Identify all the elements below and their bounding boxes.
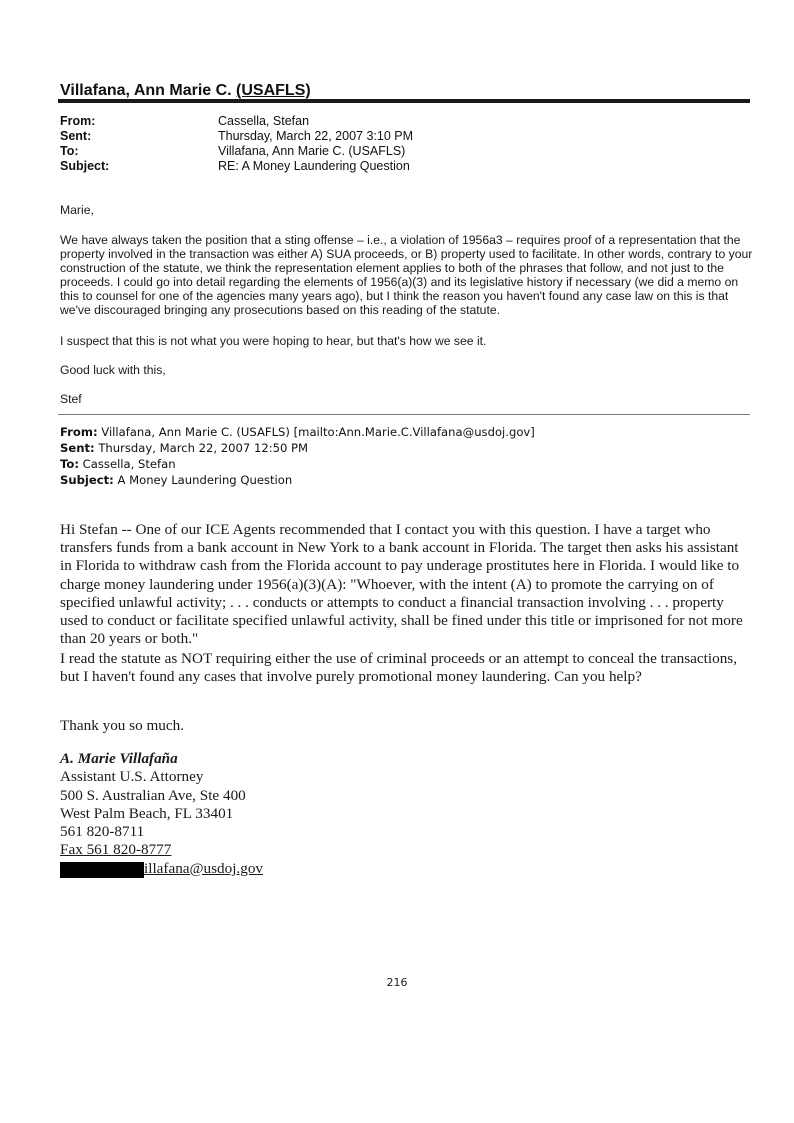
mailbox-owner-name: Villafana, Ann Marie C.	[60, 82, 237, 99]
signature-address-line-1: 500 S. Australian Ave, Ste 400	[60, 786, 246, 804]
original-paragraph-2: I read the statute as NOT requiring either the use of criminal proceeds or an attempt to conceal the transactions, but I haven't found any cases that involve purely promotional money laundering. Can you help?	[60, 650, 738, 686]
reply-subject-label: Subject:	[60, 159, 110, 173]
original-subject-label: Subject:	[60, 473, 114, 487]
quoted-message-divider	[58, 414, 750, 415]
reply-sent-label: Sent:	[60, 129, 92, 143]
reply-from-label: From:	[60, 114, 96, 128]
original-from-value: Villafana, Ann Marie C. (USAFLS) [mailto:Ann.Marie.C.Villafana@usdoj.gov]	[101, 425, 535, 439]
reply-subject-row	[60, 159, 413, 174]
reply-to-value: Villafana, Ann Marie C. (USAFLS)	[218, 144, 406, 158]
reply-to-label: To:	[60, 144, 79, 158]
signature-block	[60, 750, 264, 878]
original-paragraph-1: Hi Stefan -- One of our ICE Agents recommended that I contact you with this question. I have a target who transfers funds from a bank account in New York to a bank account in Florida. The target then asks his assistant in Florida to withdraw cash from the Florida account to pay underage prostitutes here in Florida. I would like to charge money laundering under 1956(a)(3)(A): "Whoever, with the intent (A) to promote the carrying on of specified unlawful activity; . . . conducts or attempts to conduct a financial transaction involving . . . property used to conduct or facilitate specified unlawful activity, shall be fined under this title or imprisoned for not more than 20 years or both."	[60, 521, 743, 648]
mailbox-owner-heading	[60, 82, 311, 100]
signature-fax: Fax 561 820-8777	[60, 841, 172, 859]
reply-from-row	[60, 114, 413, 129]
original-subject-row	[60, 472, 535, 488]
reply-email-header	[60, 114, 413, 174]
page-number: 216	[386, 976, 408, 989]
signature-email-row	[60, 859, 264, 878]
signature-name: A. Marie Villafaña	[60, 750, 178, 767]
reply-paragraph-2: I suspect that this is not what you were hoping to hear, but that's how we see it.	[60, 334, 487, 348]
reply-greeting: Marie,	[60, 203, 94, 217]
reply-paragraph-1: We have always taken the position that a sting offense – i.e., a violation of 1956a3 – requires proof of a representation that the property involved in the transaction was either A) SUA proceeds, or B) property used to facilitate. In other words, contrary to your construction of the statute, we think the representation element applies to both of the phrases that follow, and not just to the proceeds. I could go into detail regarding the elements of 1956(a)(3) and its legislative history if necessary (we did a memo on this to counsel for one of the agencies many years ago), but I think the reason you haven't found any case law on this is that we've discouraged bringing any prosecutions based on this reading of the statute.	[60, 233, 753, 317]
original-sent-value: Thursday, March 22, 2007 12:50 PM	[98, 441, 309, 455]
header-divider	[58, 99, 750, 103]
original-email-header	[60, 424, 535, 488]
original-from-label: From:	[60, 425, 98, 439]
reply-subject-value: RE: A Money Laundering Question	[218, 159, 410, 173]
reply-sender-short: Stef	[60, 392, 82, 406]
original-thanks: Thank you so much.	[60, 717, 185, 734]
original-to-row	[60, 456, 535, 472]
original-to-label: To:	[60, 457, 79, 471]
redaction-box	[60, 862, 144, 878]
signature-title: Assistant U.S. Attorney	[60, 768, 204, 786]
mailbox-owner-office: (USAFLS)	[236, 82, 311, 99]
reply-closing: Good luck with this,	[60, 363, 166, 377]
original-from-row	[60, 424, 535, 440]
original-sent-row	[60, 440, 535, 456]
signature-phone: 561 820-8711	[60, 823, 145, 841]
reply-sent-row	[60, 129, 413, 144]
original-sent-label: Sent:	[60, 441, 95, 455]
original-subject-value: A Money Laundering Question	[117, 473, 293, 487]
signature-email[interactable]: illafana@usdoj.gov	[144, 859, 264, 877]
original-to-value: Cassella, Stefan	[82, 457, 176, 471]
reply-from-value: Cassella, Stefan	[218, 114, 310, 128]
reply-to-row	[60, 144, 413, 159]
signature-address-line-2: West Palm Beach, FL 33401	[60, 804, 234, 822]
reply-sent-value: Thursday, March 22, 2007 3:10 PM	[218, 129, 414, 143]
